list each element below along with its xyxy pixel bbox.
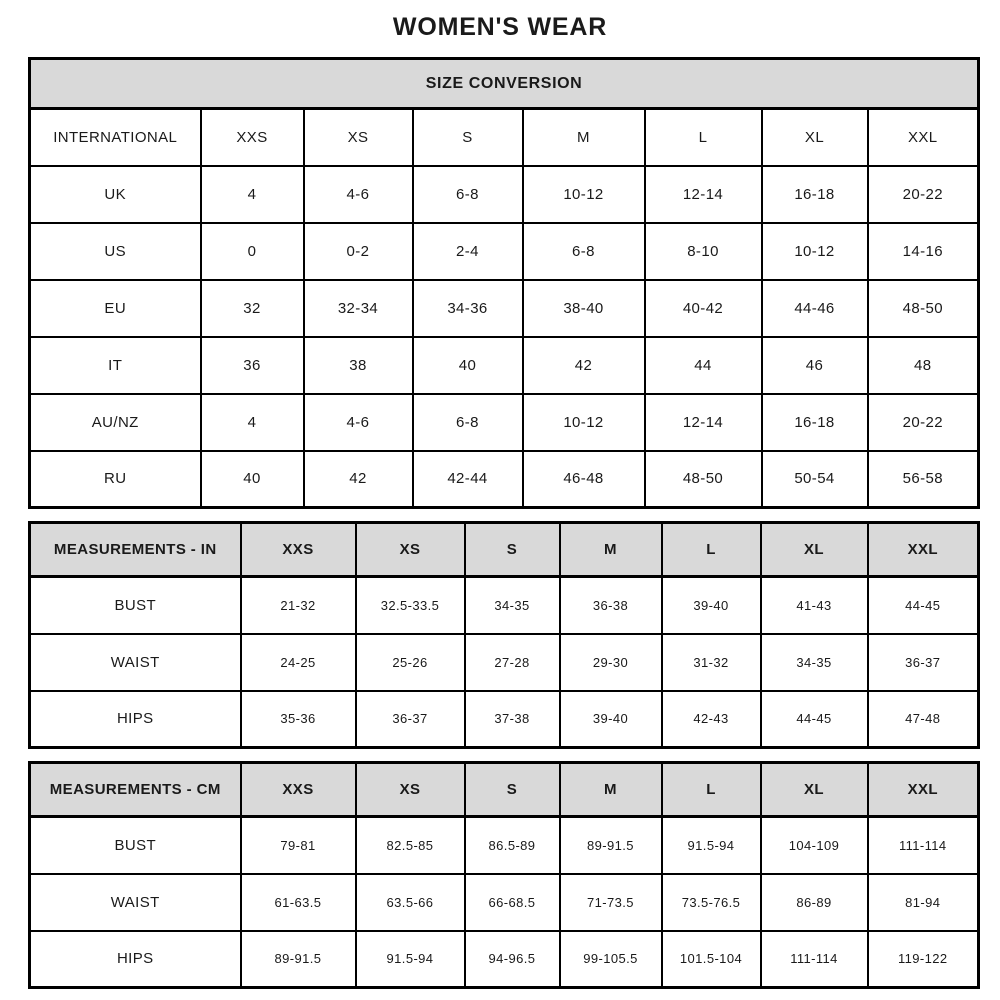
row-label: WAIST [30, 874, 241, 931]
table-cell: 46 [762, 337, 868, 394]
table-cell: 119-122 [868, 931, 979, 988]
table-cell: 25-26 [356, 634, 465, 691]
table-cell: 36-38 [560, 577, 662, 634]
row-label: WAIST [30, 634, 241, 691]
table-cell: 36-37 [868, 634, 979, 691]
table-cell: XS [356, 763, 465, 817]
table-cell: S [465, 523, 560, 577]
table-cell: 10-12 [523, 394, 645, 451]
table-cell: 0 [201, 223, 304, 280]
table-cell: 10-12 [762, 223, 868, 280]
table-cell: XXS [241, 763, 356, 817]
size-conversion-banner: SIZE CONVERSION [30, 59, 979, 109]
table-cell: 44-46 [762, 280, 868, 337]
table-cell: 104-109 [761, 817, 868, 874]
table-cell: 20-22 [868, 394, 979, 451]
table-cell: L [662, 763, 761, 817]
table-cell: 6-8 [413, 166, 523, 223]
table-cell: 12-14 [645, 394, 762, 451]
table-cell: 42 [523, 337, 645, 394]
table-cell: XL [761, 763, 868, 817]
table-cell: 40 [413, 337, 523, 394]
table-cell: XXS [201, 109, 304, 166]
table-cell: 4 [201, 394, 304, 451]
table-row [30, 931, 979, 988]
table-cell: 14-16 [868, 223, 979, 280]
table-cell: 38-40 [523, 280, 645, 337]
table-row [30, 577, 979, 634]
table-row [30, 223, 979, 280]
table-cell: L [662, 523, 761, 577]
table-row [30, 874, 979, 931]
table-cell: 34-35 [761, 634, 868, 691]
table-cell: 94-96.5 [465, 931, 560, 988]
row-label: INTERNATIONAL [30, 109, 201, 166]
table-cell: XS [356, 523, 465, 577]
row-label: MEASUREMENTS - IN [30, 523, 241, 577]
row-label: AU/NZ [30, 394, 201, 451]
table-row [30, 280, 979, 337]
table-cell: 32 [201, 280, 304, 337]
table-cell: 42-43 [662, 691, 761, 748]
table-cell: 50-54 [762, 451, 868, 508]
table-cell: XS [304, 109, 413, 166]
row-label: RU [30, 451, 201, 508]
table-cell: M [560, 523, 662, 577]
measurements-in-table [28, 521, 980, 749]
table-cell: 89-91.5 [241, 931, 356, 988]
table-cell: 56-58 [868, 451, 979, 508]
table-cell: XL [761, 523, 868, 577]
row-label: UK [30, 166, 201, 223]
table-cell: M [523, 109, 645, 166]
table-cell: 111-114 [761, 931, 868, 988]
table-cell: 81-94 [868, 874, 979, 931]
table-cell: 44-45 [868, 577, 979, 634]
table-cell: 41-43 [761, 577, 868, 634]
table-cell: 39-40 [560, 691, 662, 748]
table-cell: 101.5-104 [662, 931, 761, 988]
table-cell: 82.5-85 [356, 817, 465, 874]
table-cell: 47-48 [868, 691, 979, 748]
table-cell: 32.5-33.5 [356, 577, 465, 634]
table-cell: 6-8 [523, 223, 645, 280]
table-cell: 24-25 [241, 634, 356, 691]
table-cell: 35-36 [241, 691, 356, 748]
table-cell: 44-45 [761, 691, 868, 748]
table-cell: 36-37 [356, 691, 465, 748]
table-cell: 61-63.5 [241, 874, 356, 931]
table-cell: 34-35 [465, 577, 560, 634]
row-label: EU [30, 280, 201, 337]
table-cell: 63.5-66 [356, 874, 465, 931]
header-row [30, 763, 979, 817]
table-cell: 48 [868, 337, 979, 394]
table-cell: 86.5-89 [465, 817, 560, 874]
table-cell: 86-89 [761, 874, 868, 931]
table-row [30, 394, 979, 451]
table-cell: 48-50 [645, 451, 762, 508]
table-row [30, 634, 979, 691]
table-cell: 4-6 [304, 394, 413, 451]
table-cell: 44 [645, 337, 762, 394]
table-cell: 4 [201, 166, 304, 223]
table-cell: 39-40 [662, 577, 761, 634]
table-cell: 89-91.5 [560, 817, 662, 874]
table-cell: 20-22 [868, 166, 979, 223]
table-cell: 111-114 [868, 817, 979, 874]
table-cell: S [413, 109, 523, 166]
table-cell: 0-2 [304, 223, 413, 280]
row-label: HIPS [30, 691, 241, 748]
table-cell: 73.5-76.5 [662, 874, 761, 931]
table-cell: L [645, 109, 762, 166]
table-cell: 6-8 [413, 394, 523, 451]
table-cell: 79-81 [241, 817, 356, 874]
table-row [30, 691, 979, 748]
table-cell: 4-6 [304, 166, 413, 223]
table-cell: 29-30 [560, 634, 662, 691]
table-cell: 46-48 [523, 451, 645, 508]
table-cell: 2-4 [413, 223, 523, 280]
row-label: IT [30, 337, 201, 394]
header-row [30, 523, 979, 577]
table-cell: 12-14 [645, 166, 762, 223]
row-label: US [30, 223, 201, 280]
table-cell: 8-10 [645, 223, 762, 280]
table-cell: 38 [304, 337, 413, 394]
table-cell: 10-12 [523, 166, 645, 223]
table-cell: 48-50 [868, 280, 979, 337]
size-conversion-table [28, 57, 980, 509]
table-cell: 40-42 [645, 280, 762, 337]
table-row [30, 817, 979, 874]
table-cell: 31-32 [662, 634, 761, 691]
table-cell: 27-28 [465, 634, 560, 691]
table-cell: XXL [868, 523, 979, 577]
tables-container [28, 57, 977, 989]
table-cell: 91.5-94 [356, 931, 465, 988]
table-cell: XXS [241, 523, 356, 577]
row-label: HIPS [30, 931, 241, 988]
table-cell: 37-38 [465, 691, 560, 748]
measurements-cm-table [28, 761, 980, 989]
table-cell: 34-36 [413, 280, 523, 337]
table-cell: 99-105.5 [560, 931, 662, 988]
table-cell: 40 [201, 451, 304, 508]
row-label: BUST [30, 817, 241, 874]
header-row [30, 109, 979, 166]
size-conversion-banner-row [30, 59, 979, 109]
table-cell: XL [762, 109, 868, 166]
table-cell: 36 [201, 337, 304, 394]
row-label: BUST [30, 577, 241, 634]
page-title: WOMEN'S WEAR [392, 13, 608, 41]
table-cell: XXL [868, 109, 979, 166]
table-cell: 66-68.5 [465, 874, 560, 931]
table-cell: 21-32 [241, 577, 356, 634]
table-cell: 91.5-94 [662, 817, 761, 874]
table-cell: 16-18 [762, 166, 868, 223]
table-cell: 42-44 [413, 451, 523, 508]
table-row [30, 166, 979, 223]
table-cell: 42 [304, 451, 413, 508]
table-cell: M [560, 763, 662, 817]
table-row [30, 337, 979, 394]
table-cell: S [465, 763, 560, 817]
row-label: MEASUREMENTS - CM [30, 763, 241, 817]
table-cell: XXL [868, 763, 979, 817]
table-cell: 71-73.5 [560, 874, 662, 931]
table-row [30, 451, 979, 508]
table-cell: 16-18 [762, 394, 868, 451]
table-cell: 32-34 [304, 280, 413, 337]
